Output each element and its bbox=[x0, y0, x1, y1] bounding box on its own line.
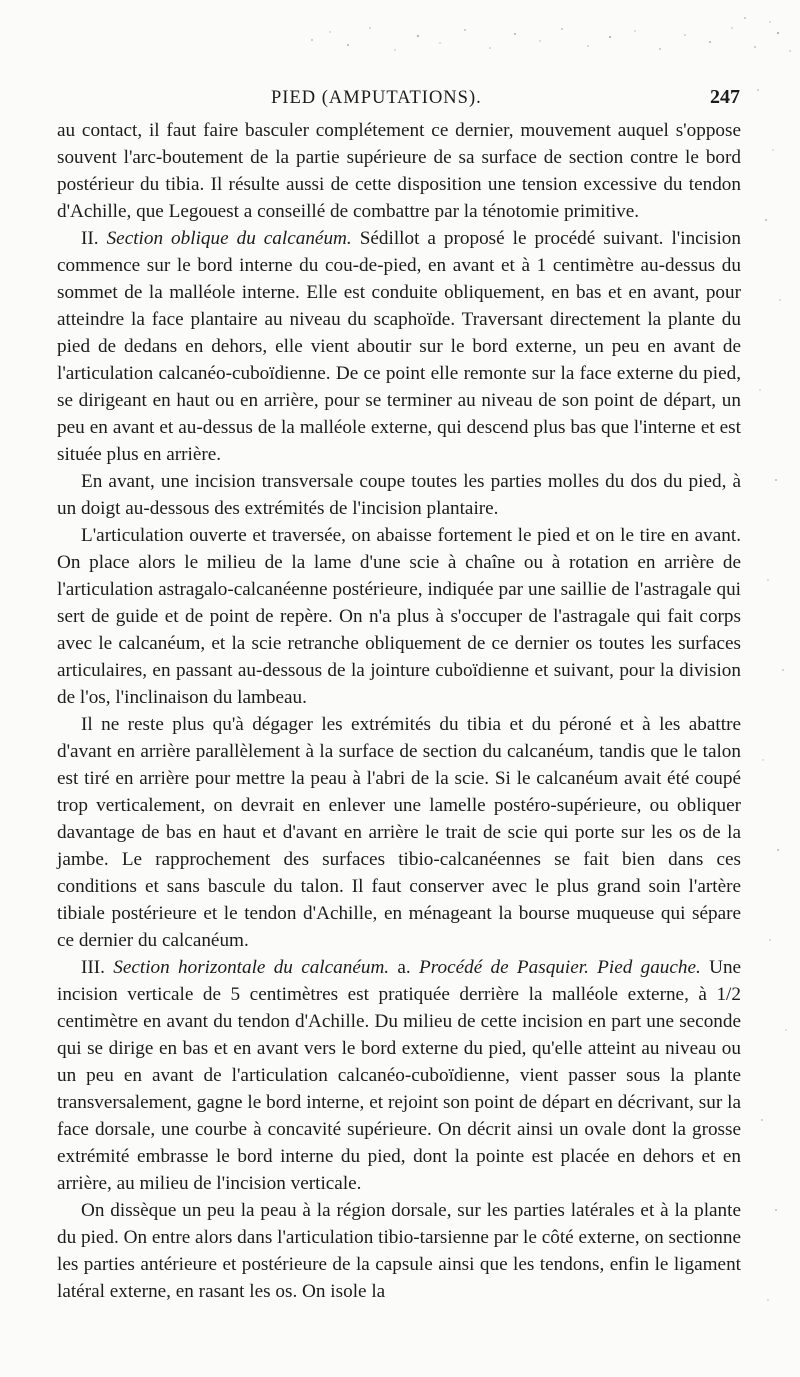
paragraph-2 bbox=[57, 225, 741, 468]
paragraph-text: Sédillot a proposé le procédé suivant. l'incision commence sur le bord interne du cou-de-pied, en avant et à 1 centimètre au-dessus du sommet de la malléole interne. Elle est conduite obliquement, en bas et en avant, pour atteindre la face plantaire au niveau du scaphoïde. Traversant directement la plante du pied de dedans en dehors, elle vient aboutir sur le bord externe, un peu en avant de l'articulation calcanéo-cuboïdienne. De ce point elle remonte sur la face externe du pied, se dirigeant en haut ou en arrière, pour se terminer au niveau de son point de départ, un peu en avant et au-dessus de la malléole externe, qui descend plus bas que l'interne et est située plus en arrière. bbox=[57, 228, 741, 465]
section-heading: Section oblique du calcanéum. bbox=[106, 228, 352, 249]
scan-noise-margin bbox=[748, 60, 800, 1377]
page-number: 247 bbox=[710, 86, 740, 108]
paragraph-5 bbox=[57, 711, 741, 954]
paragraph-text: L'articulation ouverte et traversée, on abaisse fortement le pied et on le tire en avant. On place alors le milieu de la lame d'une scie à chaîne ou à rotation en arrière de l'articulation astragalo-calcanéenne postérieure, indiquée par une saillie de l'astragale qui sert de guide et de point de repère. On n'a plus à s'occuper de l'astragale qui fait corps avec le calcanéum, et la scie retranche obliquement de ce dernier os toutes les surfaces articulaires, en passant au-dessous de la jointure cuboïdienne et suivant, pour la division de l'os, l'inclinaison du lambeau. bbox=[57, 525, 741, 708]
paragraph-7 bbox=[57, 1197, 741, 1305]
page-header bbox=[56, 84, 740, 116]
section-heading: Section horizontale du calcanéum. bbox=[113, 957, 390, 978]
paragraph-text: Une incision verticale de 5 centimètres est pratiquée derrière la malléole externe, à 1/2 centimètre en avant du tendon d'Achille. Du milieu de cette incision en part une seconde qui se dirige en bas et en avant vers le bord externe du pied, qu'elle atteint au niveau ou un peu en avant de l'articulation calcanéo-cuboïdienne, vient passer sous la plante transversalement, gagne le bord interne, et rejoint son point de départ en décrivant, sur la face dorsale, une courbe à concavité supérieure. On décrit ainsi un ovale dont la grosse extrémité embrasse le bord interne du pied, dont la pointe est placée en dehors et en arrière, au milieu de l'incision verticale. bbox=[57, 957, 742, 1194]
paragraph-3 bbox=[57, 468, 741, 522]
paragraph-text: au contact, il faut faire basculer complétement ce dernier, mouvement auquel s'oppose souvent l'arc-boutement de la partie supérieure de sa surface de section contre le bord postérieur du tibia. Il résulte aussi de cette disposition une tension excessive du tendon d'Achille, que Legouest a conseillé de combattre par la ténotomie primitive. bbox=[57, 120, 741, 222]
paragraph-1 bbox=[57, 117, 741, 225]
paragraph-6 bbox=[57, 954, 741, 1197]
paragraph-text: Il ne reste plus qu'à dégager les extrémités du tibia et du péroné et à les abattre d'avant en arrière parallèlement à la surface de section du calcanéum, tandis que le talon est tiré en arrière pour mettre la peau à l'abri de la scie. Si le calcanéum avait été coupé trop verticalement, on devrait en enlever une lamelle postéro-supérieure, ou obliquer davantage de bas en haut et d'avant en arrière le trait de scie qui porte sur les os de la jambe. Le rapprochement des surfaces tibio-calcanéennes se fait bien dans ces conditions et sans bascule du talon. Il faut conserver avec le plus grand soin l'artère tibiale postérieure et le tendon d'Achille, en ménageant la bourse muqueuse qui sépare ce dernier du calcanéum. bbox=[57, 714, 741, 951]
running-title: PIED (AMPUTATIONS). bbox=[271, 88, 482, 108]
subsection-letter: a. bbox=[397, 957, 411, 978]
paragraph-text: On dissèque un peu la peau à la région dorsale, sur les parties latérales et à la plante du pied. On entre alors dans l'articulation tibio-tarsienne par le côté externe, on sectionne les parties antérieure et postérieure de la capsule ainsi que les tendons, enfin le ligament latéral externe, en rasant les os. On isole la bbox=[57, 1200, 741, 1302]
scan-noise-top bbox=[300, 10, 800, 70]
paragraph-4 bbox=[57, 522, 741, 711]
section-number: III. bbox=[81, 957, 105, 978]
subsection-heading: Procédé de Pasquier. Pied gauche. bbox=[419, 957, 701, 978]
paragraph-text: En avant, une incision transversale coupe toutes les parties molles du dos du pied, à un doigt au-dessous des extrémités de l'incision plantaire. bbox=[57, 471, 741, 519]
body-text bbox=[57, 117, 741, 1305]
section-number: II. bbox=[81, 228, 99, 249]
